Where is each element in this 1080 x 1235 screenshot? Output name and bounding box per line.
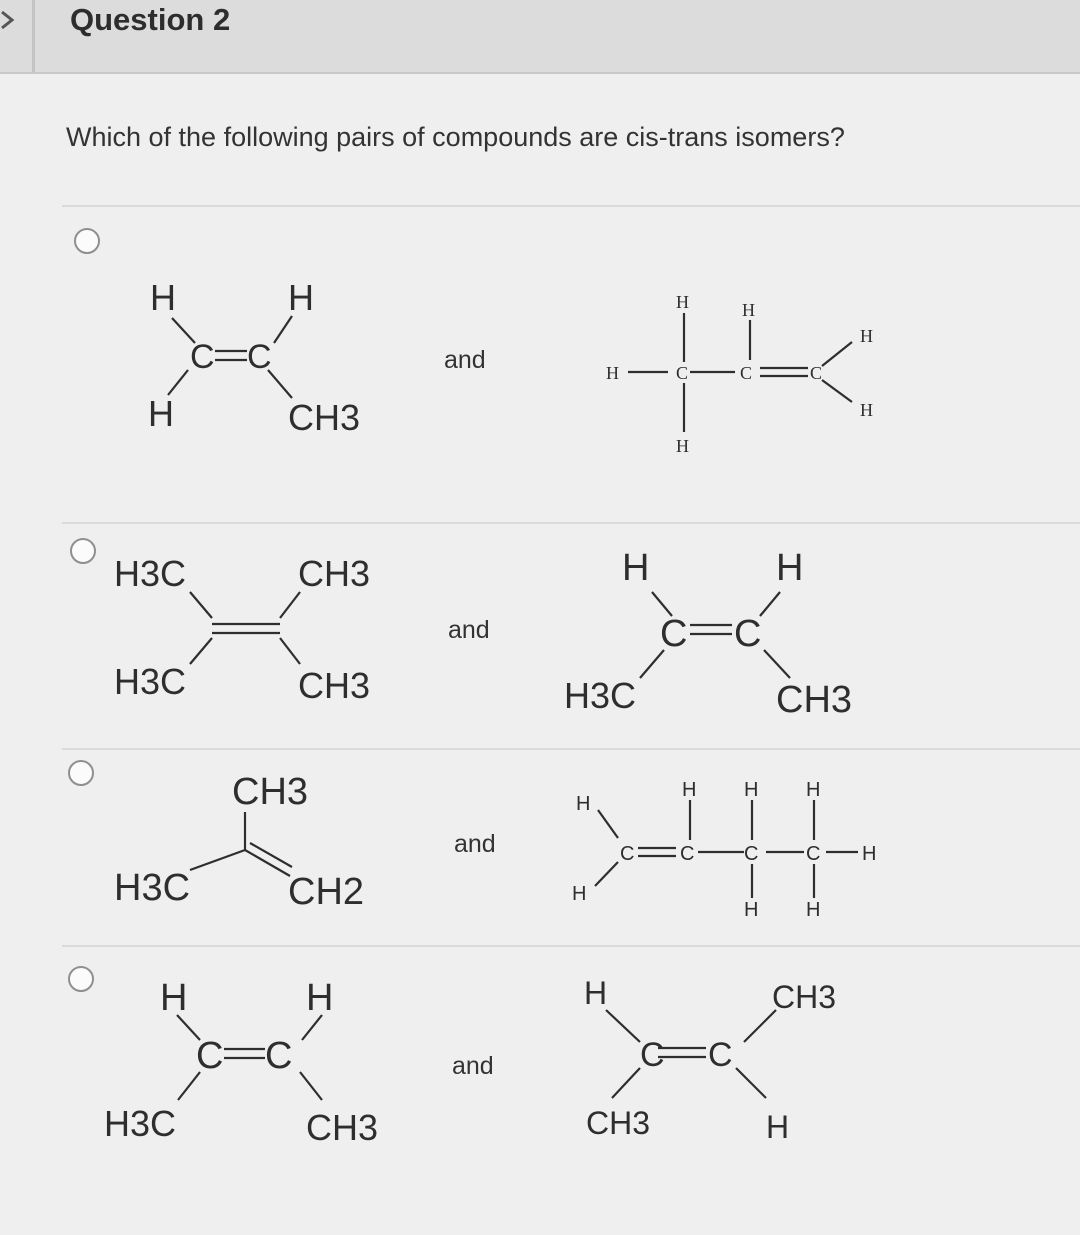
question-prompt: Which of the following pairs of compounds are cis-trans isomers? — [66, 122, 845, 152]
atom-label: H — [148, 393, 174, 434]
atom-label: CH3 — [232, 771, 309, 813]
atom-label: C — [744, 843, 759, 865]
atom-label: H — [584, 975, 608, 1011]
option-4-and: and — [452, 1052, 494, 1080]
atom-label: H — [744, 779, 759, 801]
atom-label: C — [265, 1035, 293, 1077]
atom-label: CH3 — [288, 397, 361, 438]
atom-label: C — [196, 1035, 224, 1077]
atom-label: C — [640, 1036, 665, 1074]
atom-label: H — [150, 277, 176, 318]
atom-label: H — [862, 843, 877, 865]
atom-label: C — [620, 843, 635, 865]
atom-label: C — [660, 613, 688, 655]
atom-label: C — [190, 338, 215, 376]
atom-label: C — [247, 338, 272, 376]
atom-label: C — [734, 613, 762, 655]
atom-label: H — [576, 793, 591, 815]
atom-label: H — [806, 779, 821, 801]
atom-label: CH3 — [776, 679, 853, 721]
option-1-and: and — [444, 346, 486, 374]
atom-label: H — [288, 277, 314, 318]
atom-label: H — [676, 292, 689, 312]
atom-label: H — [682, 779, 697, 801]
atom-label: C — [680, 843, 695, 865]
atom-label: H — [776, 547, 804, 589]
atom-label: CH3 — [586, 1105, 651, 1141]
atom-label: H3C — [564, 675, 637, 716]
atom-label: C — [740, 363, 753, 383]
atom-label: C — [810, 363, 823, 383]
atom-label: H3C — [114, 661, 187, 702]
atom-label: H — [160, 977, 188, 1019]
atom-label: CH3 — [298, 665, 371, 706]
atom-label: H — [860, 400, 873, 420]
option-2-and: and — [448, 616, 490, 644]
atom-label: H — [766, 1109, 790, 1145]
atom-label: H — [606, 363, 619, 383]
atom-label: CH2 — [288, 871, 365, 913]
atom-label: H — [860, 326, 873, 346]
atom-label: H — [622, 547, 650, 589]
atom-label: C — [676, 363, 689, 383]
atom-label: H — [744, 899, 759, 921]
atom-label: CH3 — [306, 1107, 379, 1148]
atom-label: H3C — [104, 1103, 177, 1144]
atom-label: H — [806, 899, 821, 921]
atom-label: C — [806, 843, 821, 865]
atom-label: H — [742, 300, 755, 320]
atom-label: CH3 — [772, 979, 837, 1015]
question-title: Question 2 — [70, 2, 231, 37]
atom-label: H3C — [114, 553, 187, 594]
atom-label: C — [708, 1036, 733, 1074]
atom-label: H — [676, 436, 689, 456]
atom-label: H — [306, 977, 334, 1019]
atom-label: CH3 — [298, 553, 371, 594]
atom-label: H3C — [114, 867, 191, 909]
option-3-and: and — [454, 830, 496, 858]
atom-label: H — [572, 883, 587, 905]
